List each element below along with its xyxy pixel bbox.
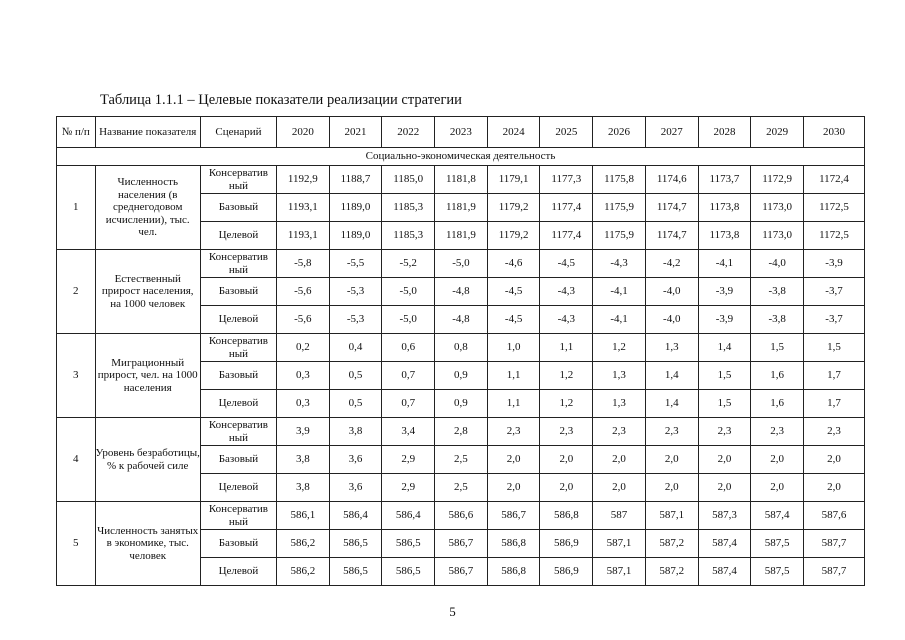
value-cell: 586,2 <box>276 558 329 586</box>
value-cell: 1,3 <box>645 334 698 362</box>
value-cell: 2,0 <box>645 474 698 502</box>
indicator-name: Численность населения (в среднегодовом исчислении), тыс. чел. <box>95 166 200 250</box>
value-cell: 586,8 <box>487 530 540 558</box>
header-name: Название показателя <box>95 117 200 148</box>
value-cell: 2,0 <box>487 474 540 502</box>
value-cell: 1,3 <box>593 362 646 390</box>
table-row <box>57 166 865 194</box>
page-number: 5 <box>449 604 456 619</box>
table-row <box>57 502 865 530</box>
value-cell: 1179,2 <box>487 194 540 222</box>
value-cell: 587 <box>593 502 646 530</box>
value-cell: 2,3 <box>487 418 540 446</box>
value-cell: 1175,9 <box>593 194 646 222</box>
value-cell: 1,3 <box>593 390 646 418</box>
value-cell: 587,5 <box>751 530 804 558</box>
header-year: 2025 <box>540 117 593 148</box>
value-cell: -5,8 <box>276 250 329 278</box>
value-cell: 3,8 <box>276 474 329 502</box>
value-cell: -5,6 <box>276 278 329 306</box>
value-cell: 2,9 <box>382 474 435 502</box>
value-cell: 0,2 <box>276 334 329 362</box>
value-cell: 587,1 <box>645 502 698 530</box>
value-cell: 1172,4 <box>804 166 865 194</box>
value-cell: 586,5 <box>329 558 382 586</box>
scenario-label: Целевой <box>200 222 276 250</box>
value-cell: -4,1 <box>698 250 751 278</box>
header-row <box>57 117 865 148</box>
value-cell: 1193,1 <box>276 194 329 222</box>
value-cell: -5,5 <box>329 250 382 278</box>
value-cell: 586,8 <box>487 558 540 586</box>
value-cell: 2,3 <box>593 418 646 446</box>
value-cell: 2,3 <box>751 418 804 446</box>
scenario-label: Целевой <box>200 558 276 586</box>
value-cell: 1,4 <box>645 362 698 390</box>
value-cell: -4,5 <box>487 306 540 334</box>
value-cell: 587,3 <box>698 502 751 530</box>
value-cell: -4,6 <box>487 250 540 278</box>
value-cell: 1172,5 <box>804 222 865 250</box>
value-cell: 586,8 <box>540 502 593 530</box>
value-cell: 1172,5 <box>804 194 865 222</box>
header-year: 2023 <box>435 117 488 148</box>
value-cell: 1189,0 <box>329 194 382 222</box>
value-cell: -3,7 <box>804 306 865 334</box>
header-year: 2024 <box>487 117 540 148</box>
header-year: 2021 <box>329 117 382 148</box>
value-cell: 0,4 <box>329 334 382 362</box>
value-cell: 1,5 <box>698 362 751 390</box>
scenario-label: Консерватив ный <box>200 250 276 278</box>
value-cell: 2,0 <box>804 446 865 474</box>
header-year: 2028 <box>698 117 751 148</box>
value-cell: -4,0 <box>751 250 804 278</box>
value-cell: 1,1 <box>487 390 540 418</box>
value-cell: 1181,9 <box>435 222 488 250</box>
scenario-label: Целевой <box>200 474 276 502</box>
value-cell: -4,1 <box>593 306 646 334</box>
value-cell: -3,9 <box>804 250 865 278</box>
value-cell: 587,1 <box>593 558 646 586</box>
value-cell: -4,3 <box>593 250 646 278</box>
value-cell: 1172,9 <box>751 166 804 194</box>
value-cell: 1,7 <box>804 362 865 390</box>
value-cell: 1185,0 <box>382 166 435 194</box>
value-cell: 1,5 <box>698 390 751 418</box>
value-cell: 2,0 <box>540 446 593 474</box>
value-cell: -5,0 <box>435 250 488 278</box>
value-cell: 2,3 <box>645 418 698 446</box>
indicator-number: 1 <box>57 166 96 250</box>
value-cell: 1,2 <box>540 390 593 418</box>
value-cell: 2,3 <box>804 418 865 446</box>
table-row <box>57 334 865 362</box>
scenario-label: Базовый <box>200 530 276 558</box>
value-cell: -4,8 <box>435 278 488 306</box>
value-cell: 1,6 <box>751 390 804 418</box>
value-cell: 2,9 <box>382 446 435 474</box>
indicator-name: Уровень безработицы, % к рабочей силе <box>95 418 200 502</box>
indicator-name: Естественный прирост населения, на 1000 человек <box>95 250 200 334</box>
table-caption: Таблица 1.1.1 – Целевые показатели реализации стратегии <box>100 92 462 108</box>
value-cell: 586,5 <box>382 530 435 558</box>
value-cell: 586,7 <box>435 558 488 586</box>
value-cell: 1173,0 <box>751 222 804 250</box>
value-cell: 1175,9 <box>593 222 646 250</box>
value-cell: 1,4 <box>645 390 698 418</box>
value-cell: 1,1 <box>540 334 593 362</box>
value-cell: 587,4 <box>698 530 751 558</box>
value-cell: 2,0 <box>698 446 751 474</box>
value-cell: 587,7 <box>804 530 865 558</box>
value-cell: 0,9 <box>435 390 488 418</box>
table-row <box>57 250 865 278</box>
value-cell: 587,2 <box>645 530 698 558</box>
header-year: 2029 <box>751 117 804 148</box>
value-cell: 2,0 <box>698 474 751 502</box>
value-cell: 0,8 <box>435 334 488 362</box>
value-cell: 0,7 <box>382 362 435 390</box>
value-cell: -5,3 <box>329 306 382 334</box>
value-cell: 3,6 <box>329 474 382 502</box>
scenario-label: Базовый <box>200 446 276 474</box>
value-cell: 1188,7 <box>329 166 382 194</box>
value-cell: 1174,7 <box>645 222 698 250</box>
value-cell: 2,0 <box>487 446 540 474</box>
value-cell: -4,8 <box>435 306 488 334</box>
value-cell: 2,3 <box>698 418 751 446</box>
value-cell: 3,6 <box>329 446 382 474</box>
value-cell: 2,0 <box>751 474 804 502</box>
value-cell: -4,5 <box>487 278 540 306</box>
value-cell: 1,2 <box>593 334 646 362</box>
value-cell: -4,1 <box>593 278 646 306</box>
value-cell: 2,3 <box>540 418 593 446</box>
value-cell: 586,4 <box>329 502 382 530</box>
value-cell: 587,6 <box>804 502 865 530</box>
value-cell: 1179,1 <box>487 166 540 194</box>
value-cell: 2,0 <box>540 474 593 502</box>
value-cell: 1,6 <box>751 362 804 390</box>
value-cell: 1173,0 <box>751 194 804 222</box>
value-cell: 1189,0 <box>329 222 382 250</box>
value-cell: 586,5 <box>382 558 435 586</box>
value-cell: 1177,4 <box>540 194 593 222</box>
value-cell: -3,9 <box>698 278 751 306</box>
value-cell: 586,4 <box>382 502 435 530</box>
value-cell: 586,9 <box>540 530 593 558</box>
value-cell: 1,2 <box>540 362 593 390</box>
value-cell: 586,2 <box>276 530 329 558</box>
value-cell: 586,9 <box>540 558 593 586</box>
header-year: 2022 <box>382 117 435 148</box>
value-cell: -3,8 <box>751 278 804 306</box>
value-cell: 1,4 <box>698 334 751 362</box>
value-cell: 587,2 <box>645 558 698 586</box>
value-cell: 586,5 <box>329 530 382 558</box>
value-cell: 1,1 <box>487 362 540 390</box>
value-cell: 586,7 <box>487 502 540 530</box>
value-cell: 1177,4 <box>540 222 593 250</box>
value-cell: 2,0 <box>804 474 865 502</box>
value-cell: 1,5 <box>751 334 804 362</box>
value-cell: 1193,1 <box>276 222 329 250</box>
table-row <box>57 418 865 446</box>
value-cell: 586,6 <box>435 502 488 530</box>
value-cell: 0,7 <box>382 390 435 418</box>
value-cell: -5,0 <box>382 278 435 306</box>
scenario-label: Консерватив ный <box>200 334 276 362</box>
value-cell: -4,2 <box>645 250 698 278</box>
header-year: 2020 <box>276 117 329 148</box>
scenario-label: Консерватив ный <box>200 502 276 530</box>
value-cell: 2,8 <box>435 418 488 446</box>
scenario-label: Консерватив ный <box>200 166 276 194</box>
value-cell: -5,3 <box>329 278 382 306</box>
value-cell: 1175,8 <box>593 166 646 194</box>
value-cell: 587,5 <box>751 558 804 586</box>
indicator-number: 4 <box>57 418 96 502</box>
scenario-label: Базовый <box>200 362 276 390</box>
value-cell: 0,9 <box>435 362 488 390</box>
value-cell: 0,3 <box>276 390 329 418</box>
value-cell: 1192,9 <box>276 166 329 194</box>
value-cell: -3,9 <box>698 306 751 334</box>
value-cell: 586,1 <box>276 502 329 530</box>
indicator-number: 3 <box>57 334 96 418</box>
scenario-label: Базовый <box>200 194 276 222</box>
scenario-label: Базовый <box>200 278 276 306</box>
section-row <box>57 148 865 166</box>
value-cell: 0,5 <box>329 362 382 390</box>
indicator-number: 2 <box>57 250 96 334</box>
header-year: 2027 <box>645 117 698 148</box>
value-cell: -4,5 <box>540 250 593 278</box>
value-cell: 1,7 <box>804 390 865 418</box>
value-cell: 1173,8 <box>698 194 751 222</box>
value-cell: -3,8 <box>751 306 804 334</box>
value-cell: 2,0 <box>593 474 646 502</box>
header-year: 2026 <box>593 117 646 148</box>
value-cell: 1,5 <box>804 334 865 362</box>
value-cell: 1185,3 <box>382 194 435 222</box>
value-cell: 587,4 <box>698 558 751 586</box>
value-cell: 1181,8 <box>435 166 488 194</box>
scenario-label: Целевой <box>200 390 276 418</box>
value-cell: 1,0 <box>487 334 540 362</box>
value-cell: 586,7 <box>435 530 488 558</box>
header-num: № п/п <box>57 117 96 148</box>
value-cell: 1174,6 <box>645 166 698 194</box>
value-cell: -3,7 <box>804 278 865 306</box>
value-cell: 3,4 <box>382 418 435 446</box>
value-cell: 0,6 <box>382 334 435 362</box>
value-cell: 1179,2 <box>487 222 540 250</box>
value-cell: 0,5 <box>329 390 382 418</box>
value-cell: 0,3 <box>276 362 329 390</box>
value-cell: 1173,7 <box>698 166 751 194</box>
value-cell: 1173,8 <box>698 222 751 250</box>
value-cell: -4,0 <box>645 306 698 334</box>
value-cell: 3,9 <box>276 418 329 446</box>
value-cell: 1181,9 <box>435 194 488 222</box>
value-cell: 587,1 <box>593 530 646 558</box>
value-cell: 2,5 <box>435 446 488 474</box>
value-cell: 2,5 <box>435 474 488 502</box>
value-cell: 1185,3 <box>382 222 435 250</box>
value-cell: -5,6 <box>276 306 329 334</box>
header-scenario: Сценарий <box>200 117 276 148</box>
value-cell: -4,3 <box>540 306 593 334</box>
indicator-number: 5 <box>57 502 96 586</box>
value-cell: -5,2 <box>382 250 435 278</box>
scenario-label: Целевой <box>200 306 276 334</box>
value-cell: 2,0 <box>645 446 698 474</box>
scenario-label: Консерватив ный <box>200 418 276 446</box>
value-cell: 587,7 <box>804 558 865 586</box>
indicator-name: Численность занятых в экономике, тыс. человек <box>95 502 200 586</box>
value-cell: 3,8 <box>329 418 382 446</box>
value-cell: 587,4 <box>751 502 804 530</box>
value-cell: 3,8 <box>276 446 329 474</box>
value-cell: -4,0 <box>645 278 698 306</box>
value-cell: 2,0 <box>593 446 646 474</box>
header-year: 2030 <box>804 117 865 148</box>
value-cell: -5,0 <box>382 306 435 334</box>
value-cell: 2,0 <box>751 446 804 474</box>
value-cell: -4,3 <box>540 278 593 306</box>
section-title: Социально-экономическая деятельность <box>57 148 865 166</box>
indicator-name: Миграционный прирост, чел. на 1000 населения <box>95 334 200 418</box>
value-cell: 1177,3 <box>540 166 593 194</box>
value-cell: 1174,7 <box>645 194 698 222</box>
indicators-table <box>56 116 865 586</box>
